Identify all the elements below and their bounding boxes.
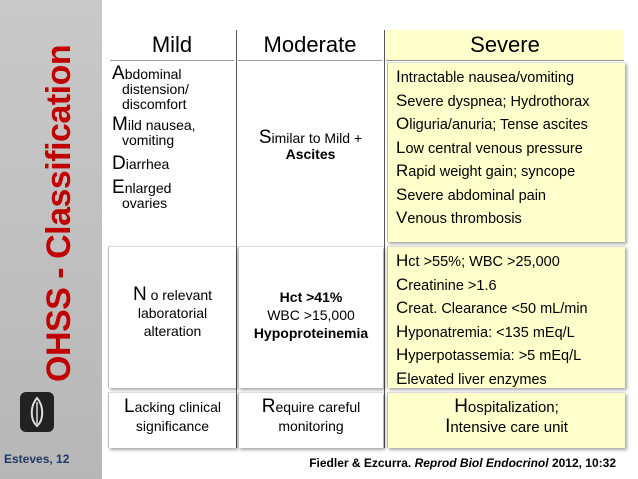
moderate-management-line: monitoring (278, 418, 344, 434)
mild-item-sub: ovaries (122, 195, 168, 211)
mild-item: Abdominal (112, 63, 182, 84)
mild-item-sub: vomiting (122, 132, 175, 148)
moderate-lab-wbc: WBC >15,000 (267, 307, 355, 323)
severe-lab-item: Hyponatremia: <135 mEq/L (396, 321, 575, 341)
header-moderate: Moderate (238, 30, 382, 61)
header-severe: Severe (386, 30, 624, 61)
mild-lab-line: laboratorial (137, 305, 208, 321)
moderate-lab-hct: Hct >41% (279, 289, 343, 305)
column-divider (236, 30, 237, 448)
severe-management: Hospitalization; (454, 396, 559, 417)
severe-symptoms-cell (387, 62, 625, 242)
mild-management-cell (108, 392, 236, 448)
mild-item: Mild nausea, (112, 114, 196, 135)
severe-management-cell (387, 392, 625, 448)
severe-lab-item: Elevated liver enzymes (396, 368, 547, 388)
mild-management-line: significance (135, 418, 210, 434)
mild-item-sub: distension/ (122, 81, 189, 97)
severe-item: Intractable nausea/vomiting (396, 67, 575, 86)
severe-item: Low central venous pressure (396, 137, 583, 157)
severe-item: Oliguria/anuria; Tense ascites (396, 114, 588, 133)
moderate-item: Similar to Mild + (258, 127, 363, 148)
severe-item: Severe abdominal pain (396, 184, 546, 204)
mild-lab-item: N o relevant (132, 284, 213, 305)
severe-item: Rapid weight gain; syncope (396, 161, 576, 180)
logo-icon (20, 392, 54, 432)
severe-lab-item: Hyperpotassemia: >5 mEq/L (396, 345, 582, 364)
header-mild: Mild (110, 30, 234, 61)
mild-management: Lacking clinical (124, 396, 221, 417)
mild-item: Enlarged (112, 177, 172, 198)
severe-lab-item: Hct >55%; WBC >25,000 (396, 251, 560, 270)
footer-author: Esteves, 12 (4, 452, 70, 466)
severe-management-line: Intensive care unit (445, 416, 568, 437)
mild-item-sub: discomfort (122, 96, 187, 112)
moderate-management-cell (238, 392, 383, 448)
moderate-lab-cell (238, 246, 383, 388)
severe-lab-item: Creatinine >1.6 (396, 274, 497, 294)
severe-item: Severe dyspnea; Hydrothorax (396, 90, 590, 110)
moderate-item-ascites: Ascites (285, 146, 336, 162)
moderate-management: Require careful (261, 396, 361, 417)
mild-item: Diarrhea (112, 153, 170, 174)
moderate-lab-protein: Hypoproteinemia (253, 325, 369, 341)
severe-lab-cell (387, 246, 625, 388)
citation: Fiedler & Ezcurra. Reprod Biol Endocrinol 2012, 10:32 (309, 456, 616, 470)
mild-symptoms-cell (108, 62, 236, 242)
moderate-symptoms-cell (238, 62, 383, 242)
slide-title: OHSS - Classification (40, 44, 78, 382)
mild-lab-cell (108, 246, 236, 388)
severe-item: Venous thrombosis (396, 208, 522, 227)
column-divider (384, 30, 385, 448)
severe-lab-item: Creat. Clearance <50 mL/min (396, 298, 588, 317)
mild-lab-line: alteration (143, 323, 202, 339)
